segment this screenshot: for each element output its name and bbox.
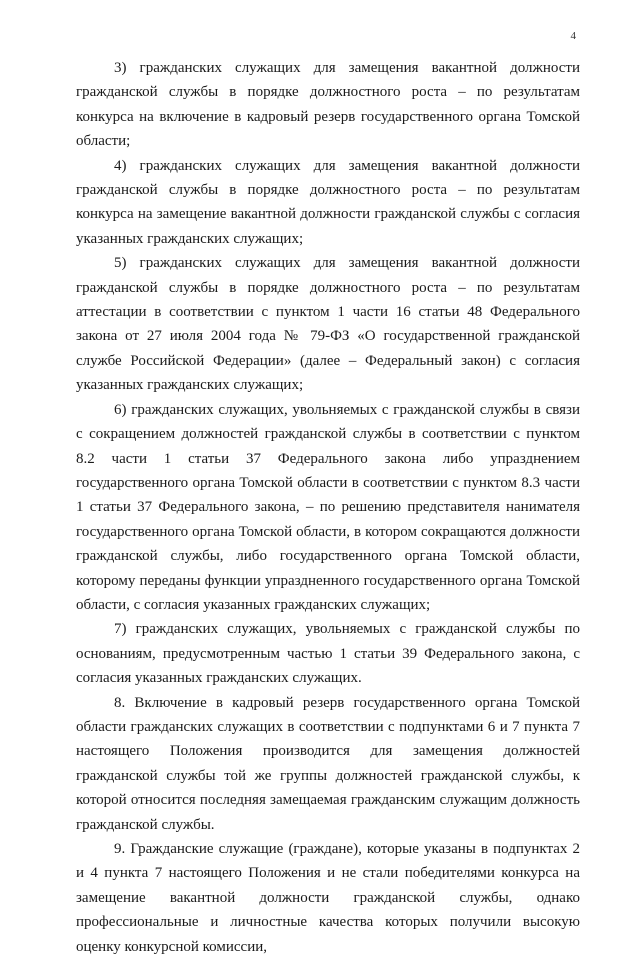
paragraph-3: 3) гражданских служащих для замещения вакантной должности гражданской службы в порядке должностного роста – по результатам конкурса на включение в кадровый резерв государственного органа Томской области; <box>76 60 580 150</box>
paragraph-section-8: 8. Включение в кадровый резерв государственного органа Томской области гражданских служащих в соответствии с подпунктами 6 и 7 пункта 7 настоящего Положения производится для замещения должностей гражданской службы той же группы должностей гражданской службы, к которой относится последняя замещаемая гражданским служащим должность гражданской службы. <box>76 694 580 833</box>
paragraph-5: 5) гражданских служащих для замещения вакантной должности гражданской службы в порядке должностного роста – по результатам аттестации в соответствии с пунктом 1 части 16 статьи 48 Федерального закона от 27 июля 2004 года № 79-ФЗ «О государственной гражданской службе Российской Федерации» (далее – Федеральный закон) с согласия указанных гражданских служащих; <box>76 255 580 394</box>
paragraph-6: 6) гражданских служащих, увольняемых с гражданской службы в связи с сокращением должностей гражданской службы в соответствии с пунктом 8.2 части 1 статьи 37 Федерального закона либо упразднением государственного органа Томской области в соответствии с пунктом 8.3 части 1 статьи 37 Федерального закона, – по решению представителя нанимателя государственного органа Томской области, в котором сокращаются должности гражданской службы, либо государственного органа Томской области, которому переданы функции упраздненного государственного органа Томской области, с согласия указанных гражданских служащих; <box>76 401 580 613</box>
paragraph-7: 7) гражданских служащих, увольняемых с гражданской службы по основаниям, предусмотренным частью 1 статьи 39 Федерального закона, с согласия указанных гражданских служащих. <box>76 621 580 687</box>
document-body <box>76 56 580 959</box>
page-number: 4 <box>570 30 576 42</box>
paragraph-4: 4) гражданских служащих для замещения вакантной должности гражданской службы в порядке должностного роста – по результатам конкурса на замещение вакантной должности гражданской службы с согласия указанных гражданских служащих; <box>76 157 580 247</box>
paragraph-section-9: 9. Гражданские служащие (граждане), которые указаны в подпунктах 2 и 4 пункта 7 настоящего Положения и не стали победителями конкурса на замещение вакантной должности гражданской службы, однако профессиональные и личностные качества которых получили высокую оценку конкурсной комиссии, <box>76 841 580 955</box>
